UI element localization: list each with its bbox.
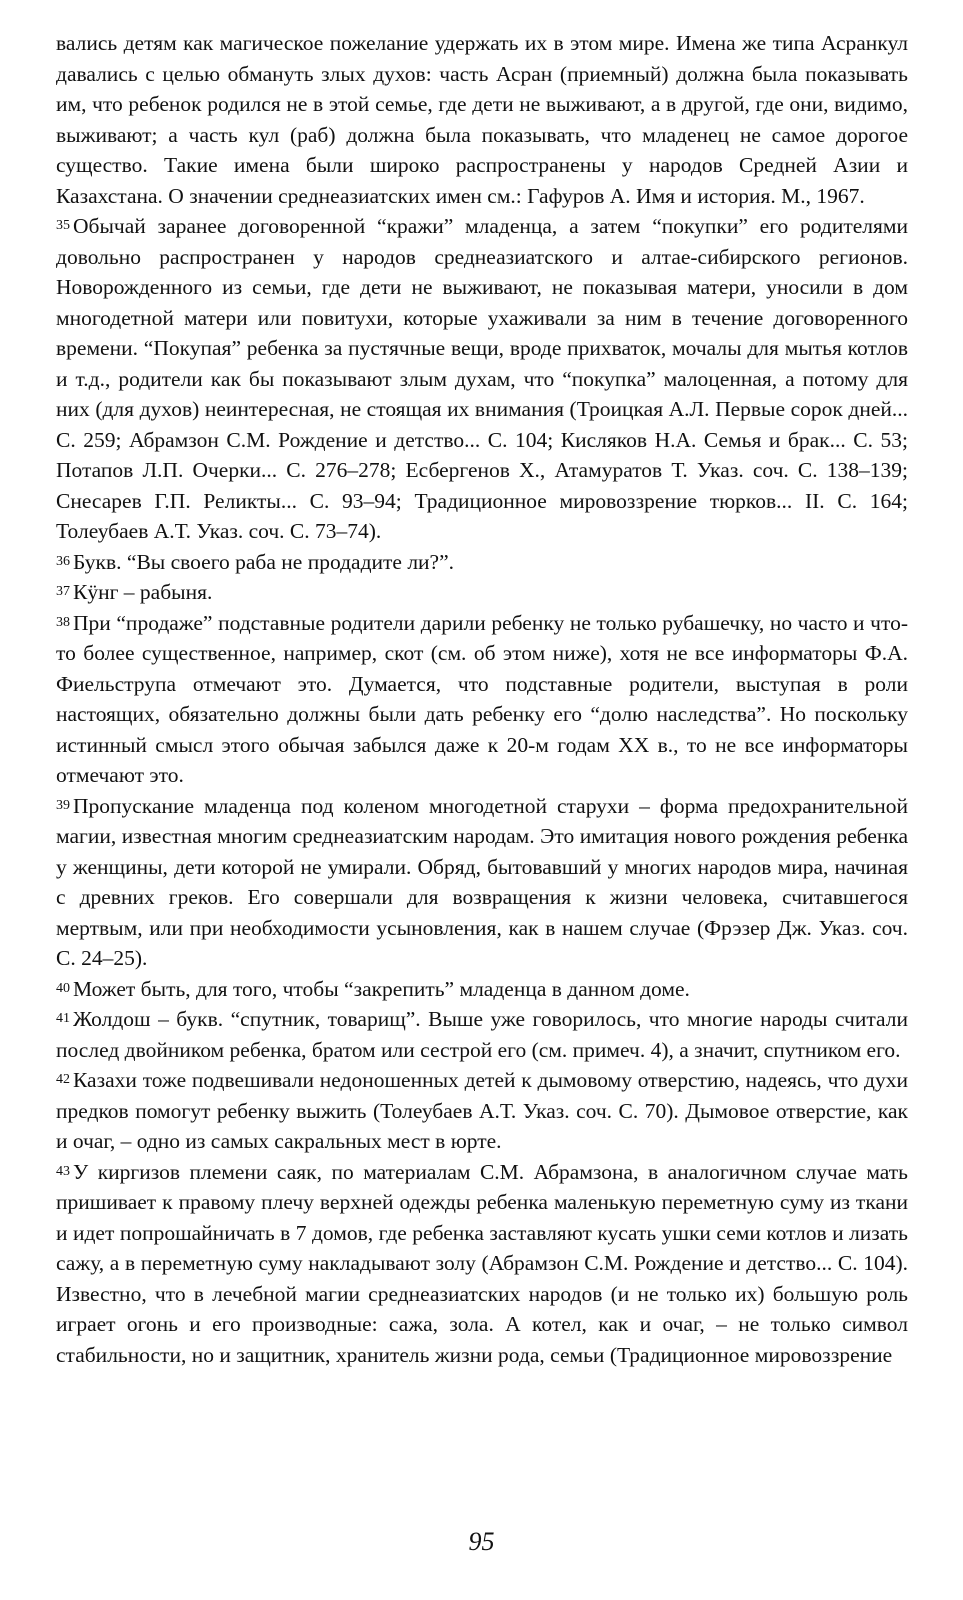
footnote-text: При “продаже” подставные родители дарили ребенку не только рубашечку, но часто и что-то более существенное, например, скот (см. об этом ниже), хотя не все информаторы Ф.А. Фиельструпа отмечают это. Думается, что подставные родители, выступая в роли настоящих, обязательно должны были дать ребенку его “долю наследства”. Но поскольку истинный смысл этого обычая забылся даже к 20-м годам XX в., то не все информаторы отмечают это. [56,610,908,787]
footnote-41 [56,1004,908,1065]
footnote-number: 37 [56,584,70,599]
footnote-text: Казахи тоже подвешивали недоношенных детей к дымовому отверстию, надеясь, что духи предков помогут ребенку выжить (Толеубаев А.Т. Указ. соч. С. 70). Дымовое отверстие, как и очаг, – одно из самых сакральных мест в юрте. [56,1068,908,1153]
footnote-42 [56,1065,908,1157]
footnote-40 [56,974,908,1005]
footnote-number: 38 [56,614,70,630]
footnote-number: 39 [56,797,70,813]
footnote-39 [56,791,908,974]
footnote-37 [56,577,908,608]
footnote-number: 40 [56,980,70,996]
footnote-text: У киргизов племени саяк, по материалам С.М. Абрамзона, в аналогичном случае мать пришивает к правому плечу верхней одежды ребенка маленькую переметную суму из ткани и идет попрошайничать в 7 домов, где ребенка заставляют кусать ушки семи котлов и лизать сажу, а в переметную суму накладывают золу (Абрамзон С.М. Рождение и детство... С. 104). Известно, что в лечебной магии среднеазиатских народов (и не только их) большую роль играет огонь и его производные: сажа, зола. А котел, как и очаг, – не только символ стабильности, но и защитник, хранитель жизни рода, семьи (Традиционное мировоззрение [56,1159,908,1367]
footnote-text: Пропускание младенца под коленом многодетной старухи – форма предохранительной магии, известная многим среднеазиатским народам. Это имитация нового рождения ребенка у женщины, дети которой не умирали. Обряд, бытовавший у многих народов мира, начиная с древних греков. Его совершали для возвращения к жизни человека, считавшегося мертвым, или при необходимости усыновления, как в нашем случае (Фрэзер Дж. Указ. соч. С. 24–25). [56,793,908,970]
footnote-36 [56,547,908,578]
footnote-text: Кӱнг – рабыня. [73,580,213,604]
footnote-35 [56,211,908,547]
footnote-38 [56,608,908,791]
footnote-text: Жолдош – букв. “спутник, товарищ”. Выше уже говорилось, что многие народы считали послед двойником ребенка, братом или сестрой его (см. примеч. 4), а значит, спутником его. [56,1007,908,1062]
footnote-number: 35 [56,218,70,233]
page-body [56,28,908,1370]
intro-paragraph: вались детям как магическое пожелание удержать их в этом мире. Имена же типа Асранкул давались с целью обмануть злых духов: часть Асран (приемный) должна была показывать им, что ребенок родился не в этой семье, где дети не выживают, а в другой, где они, видимо, выживают; а часть кул (раб) должна была показывать, что младенец не самое дорогое существо. Такие имена были широко распространены у народов Средней Азии и Казахстана. О значении среднеазиатских имен см.: Гафуров А. Имя и история. М., 1967. [56,31,908,208]
footnote-text: Может быть, для того, чтобы “закрепить” младенца в данном доме. [73,976,690,1001]
footnote-number: 43 [56,1163,70,1179]
footnote-number: 41 [56,1011,70,1026]
page-number: 95 [468,1527,495,1556]
footnote-text: Букв. “Вы своего раба не продадите ли?”. [73,549,455,574]
footnote-number: 36 [56,553,70,569]
footnote-number: 42 [56,1072,70,1087]
footnote-text: Обычай заранее договоренной “кражи” младенца, а затем “покупки” его родителями довольно распространен у народов среднеазиатского и алтае-сибирского регионов. Новорожденного из семьи, где дети не выживают, не показывая матери, уносили в дом многодетной матери или повитухи, которые ухаживали за ним в течение договоренного времени. “Покупая” ребенка за пустячные вещи, вроде прихваток, мочалы для мытья котлов и т.д., родители как бы показывают злым духам, что “покупка” малоценная, а потому для них (для духов) неинтересная, не стоящая их внимания (Троицкая А.Л. Первые сорок дней... С. 259; Абрамзон С.М. Рождение и детство... С. 104; Кисляков Н.А. Семья и брак... С. 53; Потапов Л.П. Очерки... С. 276–278; Есбергенов Х., Атамуратов Т. Указ. соч. С. 138–139; Снесарев Г.П. Реликты... С. 93–94; Традиционное мировоззрение тюрков... II. С. 164; Толеубаев А.Т. Указ. соч. С. 73–74). [56,214,908,543]
footnote-43 [56,1157,908,1371]
